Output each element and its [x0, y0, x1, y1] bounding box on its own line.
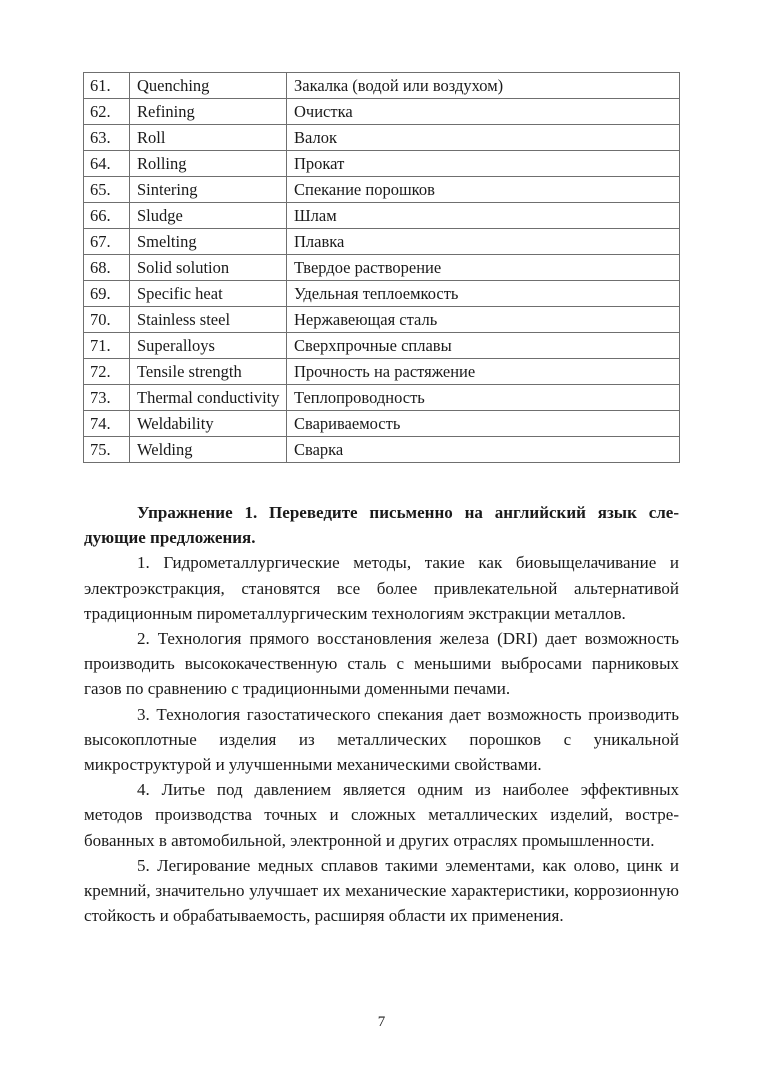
table-row	[84, 177, 680, 203]
table-row	[84, 73, 680, 99]
russian-translation: Закалка (водой или воздухом)	[287, 73, 680, 99]
row-number: 70.	[84, 307, 130, 333]
row-number: 73.	[84, 385, 130, 411]
row-number: 62.	[84, 99, 130, 125]
table-row	[84, 333, 680, 359]
table-row	[84, 255, 680, 281]
table-row	[84, 437, 680, 463]
russian-translation: Плавка	[287, 229, 680, 255]
row-number: 61.	[84, 73, 130, 99]
russian-translation: Прочность на растяжение	[287, 359, 680, 385]
row-number: 75.	[84, 437, 130, 463]
english-term: Specific heat	[130, 281, 287, 307]
english-term: Superalloys	[130, 333, 287, 359]
exercise-sentence: 2. Технология прямого восстановления железа (DRI) дает возможность производить высококачественную сталь с меньшими выбросами парниковых газов по сравнению с традиционными доменными печами.	[84, 629, 679, 699]
english-term: Welding	[130, 437, 287, 463]
english-term: Sintering	[130, 177, 287, 203]
row-number: 64.	[84, 151, 130, 177]
russian-translation: Очистка	[287, 99, 680, 125]
row-number: 72.	[84, 359, 130, 385]
table-row	[84, 281, 680, 307]
table-row	[84, 151, 680, 177]
row-number: 67.	[84, 229, 130, 255]
page-number: 7	[377, 1014, 386, 1030]
row-number: 65.	[84, 177, 130, 203]
exercise-sentence: 3. Технология газостатического спекания дает возможность производить высокоплотные изделия из металлических порошков с уникальной микроструктурой и улучшенными механическими свойствами.	[84, 704, 679, 775]
english-term: Solid solution	[130, 255, 287, 281]
russian-translation: Твердое растворение	[287, 255, 680, 281]
row-number: 68.	[84, 255, 130, 281]
russian-translation: Удельная теплоемкость	[287, 281, 680, 307]
row-number: 66.	[84, 203, 130, 229]
english-term: Sludge	[130, 203, 287, 229]
table-row	[84, 229, 680, 255]
english-term: Stainless steel	[130, 307, 287, 333]
russian-translation: Прокат	[287, 151, 680, 177]
english-term: Thermal conductivity	[130, 385, 287, 411]
english-term: Weldability	[130, 411, 287, 437]
russian-translation: Валок	[287, 125, 680, 151]
russian-translation: Сверхпрочные сплавы	[287, 333, 680, 359]
russian-translation: Сварка	[287, 437, 680, 463]
table-row	[84, 359, 680, 385]
exercise-sentence: 5. Легирование медных сплавов такими элементами, как олово, цинк и кремний, значительно улучшает их механические характеристики, коррозионную стойкость и обрабатываемость, расширяя области их применения.	[84, 855, 679, 926]
table-row	[84, 99, 680, 125]
row-number: 63.	[84, 125, 130, 151]
exercise-sentence: 4. Литье под давлением является одним из наиболее эффективных методов производства точных и сложных металлических изделий, востребованных в автомобильной, электронной и других отраслях промышленности.	[84, 780, 679, 850]
exercise-sentence: 1. Гидрометаллургические методы, такие как биовыщелачивание и электроэкстракция, становятся все более привлекательной альтернативой традиционным пирометаллургическим технологиям экстракции металлов.	[84, 553, 679, 623]
english-term: Tensile strength	[130, 359, 287, 385]
exercise-heading: Упражнение 1. Переведите письменно на английский язык следующие предложения.	[84, 503, 679, 548]
english-term: Roll	[130, 125, 287, 151]
russian-translation: Нержавеющая сталь	[287, 307, 680, 333]
english-term: Smelting	[130, 229, 287, 255]
english-term: Refining	[130, 99, 287, 125]
russian-translation: Теплопроводность	[287, 385, 680, 411]
row-number: 71.	[84, 333, 130, 359]
row-number: 74.	[84, 411, 130, 437]
english-term: Quenching	[130, 73, 287, 99]
table-row	[84, 125, 680, 151]
russian-translation: Спекание порошков	[287, 177, 680, 203]
glossary-table	[83, 72, 680, 463]
row-number: 69.	[84, 281, 130, 307]
exercise-section	[84, 500, 679, 928]
table-row	[84, 411, 680, 437]
table-row	[84, 385, 680, 411]
english-term: Rolling	[130, 151, 287, 177]
russian-translation: Свариваемость	[287, 411, 680, 437]
table-row	[84, 307, 680, 333]
russian-translation: Шлам	[287, 203, 680, 229]
table-row	[84, 203, 680, 229]
